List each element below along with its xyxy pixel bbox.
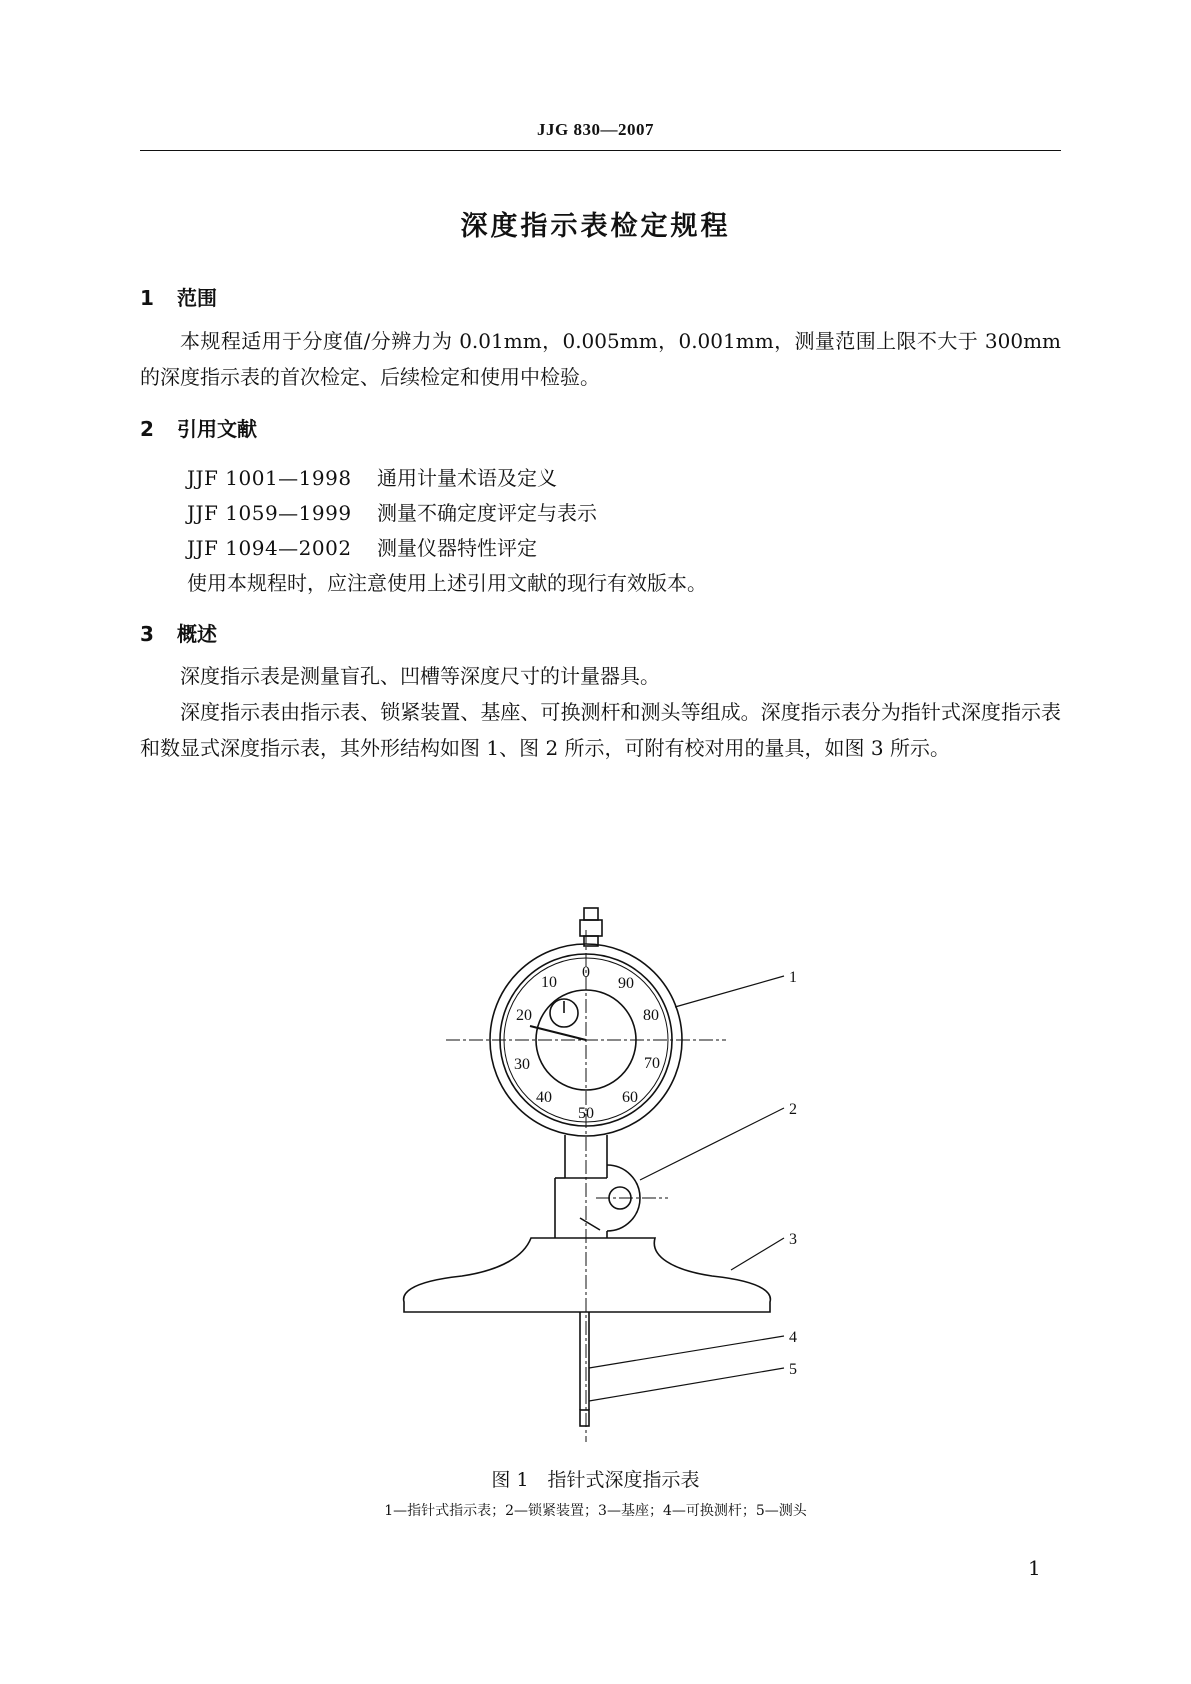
top-nut (580, 908, 602, 946)
section-number: 2 (140, 417, 154, 441)
reference-item (187, 497, 597, 526)
dial-depth-gauge-figure (380, 895, 830, 1455)
section-title: 范围 (177, 286, 217, 310)
dial-label: 50 (578, 1105, 594, 1122)
reference-item (187, 462, 557, 491)
dial-label: 60 (622, 1089, 638, 1106)
reference-title: 测量不确定度评定与表示 (377, 501, 597, 525)
callout-2: 2 (789, 1101, 797, 1118)
dial-label: 30 (514, 1056, 530, 1073)
section-1-heading (140, 282, 217, 311)
reference-code: JJF 1059—1999 (187, 501, 352, 525)
document-title: 深度指示表检定规程 (460, 211, 731, 242)
page-number: 1 (1028, 1556, 1041, 1580)
section-number: 3 (140, 622, 154, 646)
section-3-paragraph: 深度指示表是测量盲孔、凹槽等深度尺寸的计量器具。 (180, 664, 660, 688)
section-3-heading (140, 618, 217, 647)
dial-stem (555, 1135, 607, 1238)
reference-item (187, 532, 537, 561)
running-header: JJG 830—2007 (537, 120, 654, 139)
dial-label: 0 (582, 964, 590, 981)
dial-label: 10 (541, 974, 557, 991)
callout-5: 5 (789, 1361, 797, 1378)
dial-pointer (530, 1026, 586, 1040)
section-3-paragraph: 深度指示表由指示表、锁紧装置、基座、可换测杆和测头等组成。深度指示表分为指针式深度指示表和数显式深度指示表，其外形结构如图 1、图 2 所示，可附有校对用的量具，如图 3 所示。 (140, 700, 1061, 760)
dial-label: 90 (618, 975, 634, 992)
section-number: 1 (140, 286, 154, 310)
section-1-paragraph: 本规程适用于分度值/分辨力为 0.01mm，0.005mm，0.001mm，测量范围上限不大于 300mm 的深度指示表的首次检定、后续检定和使用中检验。 (140, 329, 1061, 389)
reference-title: 测量仪器特性评定 (377, 536, 537, 560)
dial-label: 70 (644, 1055, 660, 1072)
dial-label: 40 (536, 1089, 552, 1106)
figure-caption: 图 1 指针式深度指示表 (491, 1469, 700, 1491)
section-title: 引用文献 (177, 417, 257, 441)
measuring-probe (580, 1410, 589, 1426)
header-rule (140, 150, 1061, 151)
dial-label: 80 (643, 1007, 659, 1024)
gauge-base (404, 1238, 771, 1312)
reference-code: JJF 1001—1998 (187, 466, 352, 490)
callout-1: 1 (789, 969, 797, 986)
reference-title: 通用计量术语及定义 (377, 466, 557, 490)
figure-legend: 1—指针式指示表；2—锁紧装置；3—基座；4—可换测杆；5—测头 (384, 1503, 807, 1519)
center-lines (446, 930, 726, 1442)
locking-device (580, 1165, 640, 1238)
section-title: 概述 (177, 622, 217, 646)
section-2-heading (140, 413, 257, 442)
reference-note: 使用本规程时，应注意使用上述引用文献的现行有效版本。 (187, 571, 707, 595)
reference-code: JJF 1094—2002 (187, 536, 352, 560)
callout-3: 3 (789, 1231, 797, 1248)
callout-4: 4 (789, 1329, 797, 1346)
measuring-rod (580, 1312, 589, 1410)
dial-label: 20 (516, 1007, 532, 1024)
